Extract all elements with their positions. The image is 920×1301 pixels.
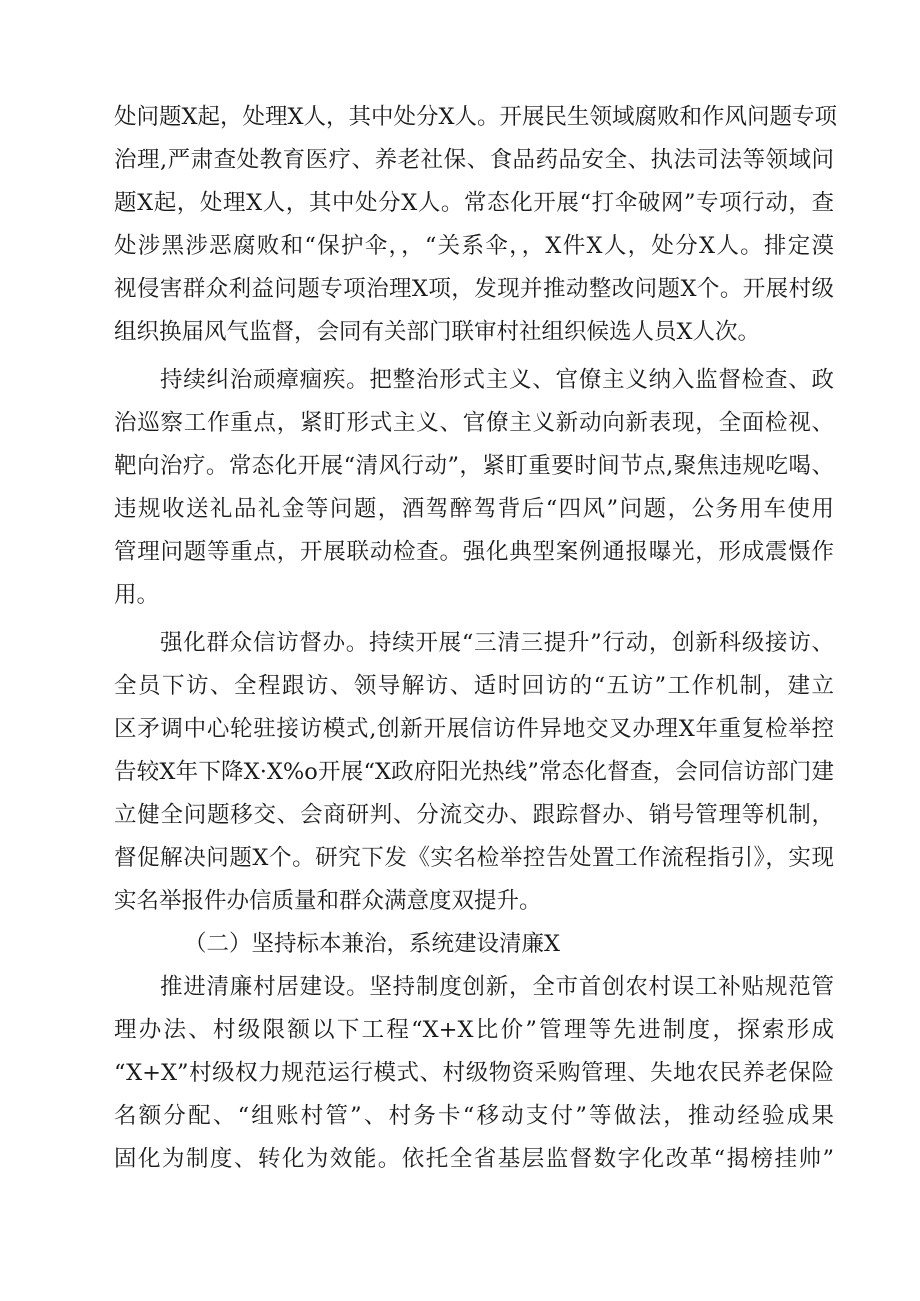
text-line: 管理问题等重点，开展联动检查。强化典型案例通报曝光，形成震慑作 [114,539,834,565]
paragraph-first-line: 强化群众信访督办。持续开展“三清三提升”行动，创新科级接访、 [160,630,834,656]
text-line: 全员下访、全程跟访、领导解访、适时回访的“五访”工作机制，建立 [114,673,834,699]
text-line: 用。 [114,582,160,608]
paragraph-first-line: 推进清廉村居建设。坚持制度创新，全市首创农村误工补贴规范管 [160,974,834,1000]
text-line: 告较X年下降X·X%o开展“X政府阳光热线”常态化督查，会同信访部门建 [114,759,834,785]
text-line: 理办法、村级限额以下工程“X+X比价”管理等先进制度，探索形成 [114,1017,834,1043]
text-line: 靶向治疗。常态化开展“清风行动”，紧盯重要时间节点,聚焦违规吃喝、 [114,453,834,479]
text-line: 治巡察工作重点，紧盯形式主义、官僚主义新动向新表现，全面检视、 [114,410,834,436]
text-line: 督促解决问题X个。研究下发《实名检举控告处置工作流程指引》，实现 [114,845,834,871]
text-line: 实名举报件办信质量和群众满意度双提升。 [114,888,542,914]
text-line: 题X起，处理X人，其中处分X人。常态化开展“打伞破网”专项行动，查 [114,190,834,216]
text-line: 固化为制度、转化为效能。依托全省基层监督数字化改革“揭榜挂帅” [114,1146,834,1172]
text-line: 治理,严肃查处教育医疗、养老社保、食品药品安全、执法司法等领域问 [114,147,834,173]
text-line: 处问题X起，处理X人，其中处分X人。开展民生领域腐败和作风问题专项 [114,104,838,130]
text-line: 立健全问题移交、会商研判、分流交办、跟踪督办、销号管理等机制， [114,802,834,828]
text-line: “X+X”村级权力规范运行模式、村级物资采购管理、失地农民养老保险 [114,1060,834,1086]
text-line: 组织换届风气监督，会同有关部门联审村社组织候选人员X人次。 [114,319,761,345]
text-line: 违规收送礼品礼金等问题，酒驾醉驾背后“四风”问题，公务用车使用 [114,496,834,522]
paragraph-first-line: 持续纠治顽瘴痼疾。把整治形式主义、官僚主义纳入监督检查、政 [160,367,834,393]
text-line: 名额分配、“组账村管”、村务卡“移动支付”等做法，推动经验成果 [114,1103,834,1129]
text-line: 区矛调中心轮驻接访模式,创新开展信访件异地交叉办理X年重复检举控 [114,716,834,742]
section-heading: （二）坚持标本兼治，系统建设清廉X [184,931,561,957]
text-line: 视侵害群众利益问题专项治理X项，发现并推动整改问题X个。开展村级 [114,276,834,302]
text-line: 处涉黑涉恶腐败和“保护伞，，“关系伞，，X件X人，处分X人。排定漠 [114,233,834,259]
